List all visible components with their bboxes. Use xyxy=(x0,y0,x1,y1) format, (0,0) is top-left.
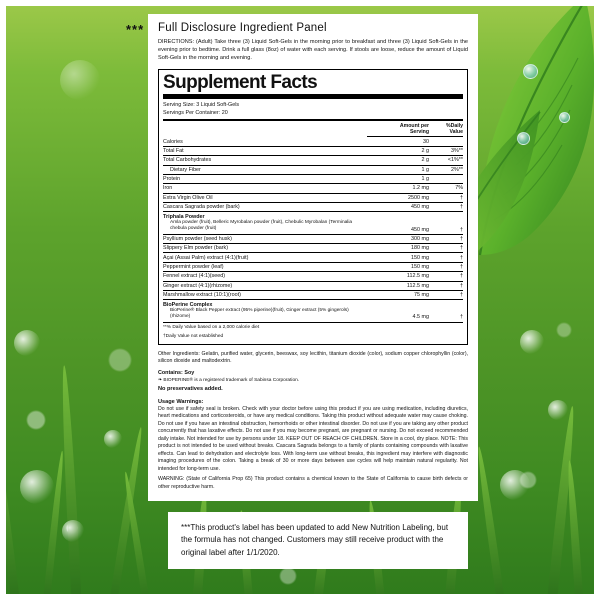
table-row xyxy=(163,290,463,299)
nutrient-amount: 1 g xyxy=(367,174,429,183)
supplement-facts-rows xyxy=(163,137,463,322)
nutrient-label: Total Fat xyxy=(163,147,184,154)
nutrient-label: Peppermint powder (leaf) xyxy=(163,264,224,271)
nutrient-daily-value: † xyxy=(429,193,463,202)
nutrient-amount: 150 mg xyxy=(367,262,429,271)
nutrient-name xyxy=(163,262,367,271)
nutrient-name xyxy=(163,146,367,155)
nutrient-sublist: Amla powder (fruit), Belleric Myrobalan powder (fruit), Chebulic Myrobalan (Terminalia chebula powder (fruit) xyxy=(170,219,353,232)
nutrient-daily-value: † xyxy=(429,212,463,234)
table-row xyxy=(163,156,463,165)
nutrient-name xyxy=(163,174,367,183)
nutrient-name xyxy=(163,165,367,174)
divider-medium xyxy=(163,119,463,121)
nutrient-amount: 30 xyxy=(367,137,429,146)
nutrient-amount: 1 g xyxy=(367,165,429,174)
nutrient-amount: 180 mg xyxy=(367,244,429,253)
nutrient-name xyxy=(163,290,367,299)
bokeh-highlight xyxy=(60,60,100,100)
nutrient-name xyxy=(163,137,367,146)
table-row xyxy=(163,165,463,174)
table-row xyxy=(163,300,463,322)
nutrient-label: Cascara Sagrada powder (bark) xyxy=(163,204,240,211)
supplement-facts-title: Supplement Facts xyxy=(163,71,318,93)
table-header-row xyxy=(163,122,463,137)
nutrient-label: Dietary Fiber xyxy=(170,166,201,173)
table-row xyxy=(163,184,463,193)
footnote-daily-value: **% Daily Value based on a 2,000 calorie diet xyxy=(163,324,260,330)
water-droplet xyxy=(559,112,570,123)
nutrient-name xyxy=(163,212,367,234)
nutrient-daily-value: † xyxy=(429,300,463,322)
nutrient-daily-value: † xyxy=(429,234,463,243)
table-row xyxy=(163,193,463,202)
nutrient-amount: 2500 mg xyxy=(367,193,429,202)
nutrient-amount: 450 mg xyxy=(367,203,429,212)
nutrient-amount: 300 mg xyxy=(367,234,429,243)
nutrient-daily-value xyxy=(429,174,463,183)
usage-warnings-body: Do not use if safety seal is broken. Check with your doctor before using this product if you are using medication, including diuretics, heart medications and corticosteroids, or have any medical conditions. Taking this product without adequate water may cause choking. Do not use if you have an intestinal obstruction, hemorrhoids or other intestinal disorder. Do not use if you are taking any other product concurrently that has laxative effects. Do not use if you may become pregnant, are pregnant or nursing. Do not exceed recommended daily intake. Not intended for use by persons under 18. KEEP OUT OF REACH OF CHILDREN. Store in a cool, dry place. NOTE: This product is not intended to be used without breaks. Cascara Sagrada belongs to a family of plants containing compounds with laxative effects. Can lead to dehydration and electrolyte loss. With long-term use without breaks, this ingredient may interfere with diagnostic imaging procedures of the colon. Taking a break of 30 or more days between use cycles will help maintain natural regularity. Not intended for long-term use. xyxy=(158,405,468,472)
table-row xyxy=(163,203,463,212)
water-droplet xyxy=(517,132,530,145)
bokeh-highlight xyxy=(14,330,40,356)
supplement-facts-box xyxy=(158,69,468,345)
contains-allergens: Contains: Soy xyxy=(158,369,195,376)
nutrient-amount: 112.5 mg xyxy=(367,281,429,290)
serving-size: Serving Size: 3 Liquid Soft-Gels xyxy=(163,101,240,108)
label-update-note-text: ***This product's label has been updated to add New Nutrition Labeling, but the formula has not changed. Customers may still receive product with the original label after 1/1/2020. xyxy=(181,523,449,557)
grass-blade xyxy=(0,401,21,600)
nutrient-amount: 1.2 mg xyxy=(367,184,429,193)
header-daily-value: %Daily Value xyxy=(429,122,463,137)
nutrient-label: Extra Virgin Olive Oil xyxy=(163,194,213,201)
grass-blade xyxy=(42,451,66,600)
table-row xyxy=(163,281,463,290)
nutrient-amount: 4.5 mg xyxy=(367,300,429,322)
trademark-note: ❧ BIOPERINE® is a registered trademark of Sabinsa Corporation. xyxy=(158,377,300,383)
nutrient-amount: 112.5 mg xyxy=(367,272,429,281)
header-amount: Amount per Serving xyxy=(367,122,429,137)
grass-blade xyxy=(566,460,584,600)
nutrient-amount: 450 mg xyxy=(367,212,429,234)
nutrient-label: Total Carbohydrates xyxy=(163,157,212,164)
supplement-label-panel xyxy=(148,14,478,501)
nutrient-daily-value: † xyxy=(429,290,463,299)
no-preservatives-note: No preservatives added. xyxy=(158,385,223,392)
table-row xyxy=(163,174,463,183)
nutrient-name xyxy=(163,272,367,281)
bokeh-highlight xyxy=(520,330,544,354)
nutrient-label: BioPerine Complex xyxy=(163,301,213,308)
prop65-warning: WARNING: (State of California Prop 65) This product contains a chemical known to the State of California to cause birth defects or other reproductive harm. xyxy=(158,476,468,490)
nutrient-name xyxy=(163,193,367,202)
footnote-dagger: †Daily Value not established xyxy=(163,333,224,339)
water-droplet xyxy=(523,64,538,79)
table-row xyxy=(163,272,463,281)
nutrient-amount: 2 g xyxy=(367,146,429,155)
nutrient-label: Açai (Assai Palm) extract (4:1)(fruit) xyxy=(163,254,249,261)
table-row xyxy=(163,212,463,234)
nutrient-name xyxy=(163,244,367,253)
nutrient-name xyxy=(163,184,367,193)
table-row xyxy=(163,244,463,253)
grass-blade xyxy=(59,365,82,600)
directions-text: DIRECTIONS: (Adult) Take three (3) Liquid Soft-Gels in the morning prior to breakfast and three (3) Liquid Soft-Gels in the evening prior to bedtime. Drink a full glass (8oz) of water with each serving. If stools are loose, reduce the amount of Liquid Soft-Gels in the morning and evening. xyxy=(158,39,468,61)
grass-blade xyxy=(475,446,506,600)
other-ingredients: Other Ingredients: Gelatin, purified water, glycerin, beeswax, soy lecithin, titanium dioxide (color), sodium copper chlorophyllin (color), silicon dioxide and maltodextrin. xyxy=(158,350,468,365)
nutrient-daily-value: † xyxy=(429,203,463,212)
table-row xyxy=(163,253,463,262)
nutrient-label: Fennel extract (4:1)(seed) xyxy=(163,273,226,280)
nutrient-daily-value: † xyxy=(429,253,463,262)
leaf-bullet-icon: ❧ xyxy=(158,377,163,383)
divider-heavy xyxy=(163,94,463,99)
nutrient-label: Triphala Powder xyxy=(163,213,205,220)
usage-warnings-title: Usage Warnings: xyxy=(158,398,204,405)
asterisk-marker: *** xyxy=(126,22,145,37)
nutrient-daily-value: 2%** xyxy=(429,165,463,174)
nutrient-amount: 150 mg xyxy=(367,253,429,262)
label-update-note xyxy=(168,512,468,569)
nutrient-sublist: BioPerine® Black Pepper extract (95% piperine)(fruit), Ginger extract (5% gingerols)(rhizome) xyxy=(170,307,349,319)
nutrient-label: Protein xyxy=(163,176,181,183)
table-row xyxy=(163,262,463,271)
nutrient-amount: 2 g xyxy=(367,156,429,165)
header-blank xyxy=(163,122,367,137)
table-row xyxy=(163,137,463,146)
nutrient-name xyxy=(163,234,367,243)
nutrient-label: Calories xyxy=(163,138,183,145)
nutrient-name xyxy=(163,300,367,322)
nutrient-label: Marshmallow extract (10:1)(root) xyxy=(163,292,241,299)
nutrient-daily-value: † xyxy=(429,272,463,281)
nutrient-daily-value: † xyxy=(429,244,463,253)
nutrient-name xyxy=(163,203,367,212)
nutrient-daily-value: <1%** xyxy=(429,156,463,165)
servings-per-container: Servings Per Container: 20 xyxy=(163,109,228,116)
nutrient-name xyxy=(163,253,367,262)
nutrient-label: Iron xyxy=(163,185,173,192)
nutrient-daily-value xyxy=(429,137,463,146)
bokeh-highlight xyxy=(20,470,54,504)
nutrient-label: Ginger extract (4:1)(rhizome) xyxy=(163,282,233,289)
nutrient-label: Psyllium powder (seed husk) xyxy=(163,235,232,242)
nutrient-daily-value: 3%** xyxy=(429,146,463,155)
bokeh-highlight xyxy=(104,430,122,448)
panel-title: Full Disclosure Ingredient Panel xyxy=(158,22,327,34)
supplement-facts-table xyxy=(163,122,463,323)
bokeh-highlight xyxy=(500,470,530,500)
nutrient-daily-value: † xyxy=(429,281,463,290)
table-row xyxy=(163,146,463,155)
nutrient-amount: 75 mg xyxy=(367,290,429,299)
nutrient-name xyxy=(163,156,367,165)
nutrient-label: Slippery Elm powder (bark) xyxy=(163,245,229,252)
nutrient-daily-value: † xyxy=(429,262,463,271)
nutrient-daily-value: 7% xyxy=(429,184,463,193)
table-row xyxy=(163,234,463,243)
nutrient-name xyxy=(163,281,367,290)
bokeh-highlight xyxy=(548,400,568,420)
